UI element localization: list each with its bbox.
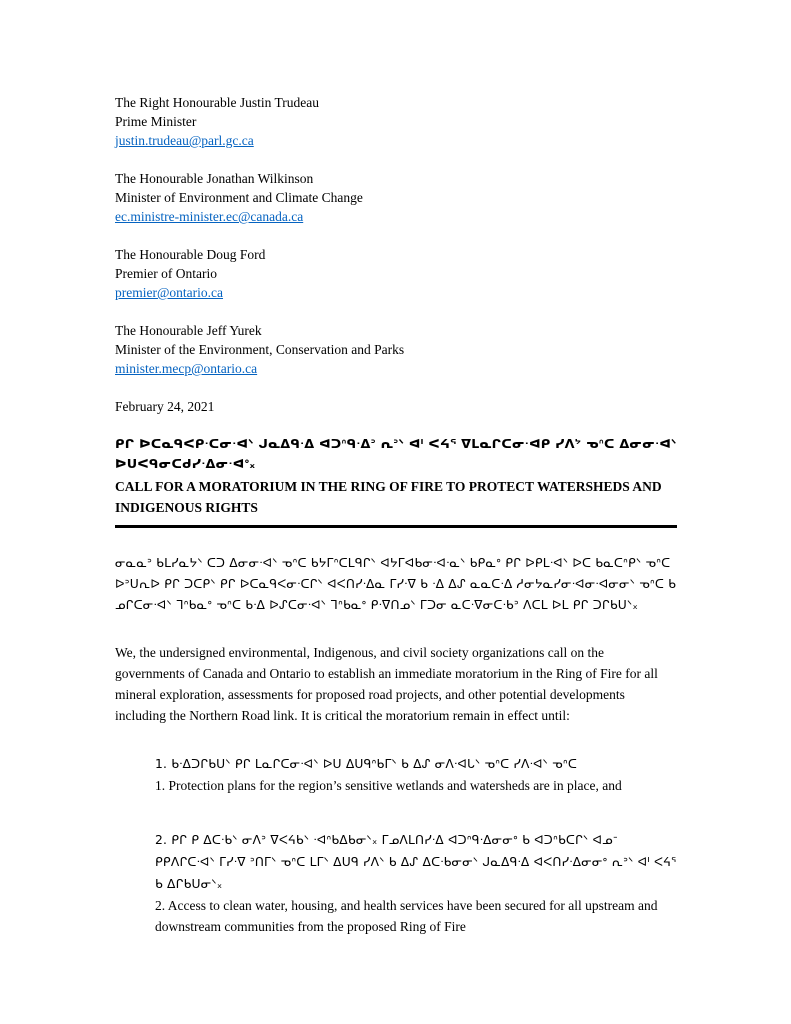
recipient-name: The Honourable Doug Ford <box>115 247 266 262</box>
letter-heading <box>115 435 677 528</box>
recipient-title: Premier of Ontario <box>115 266 217 281</box>
recipient-email-link[interactable]: premier@ontario.ca <box>115 285 224 300</box>
recipient-title: Prime Minister <box>115 114 197 129</box>
list-item-2 <box>155 829 677 937</box>
intro-paragraph-english: We, the undersigned environmental, Indigenous, and civil society organizations call on the governments of Canada and Ontario to establish an immediate moratorium in the Ring of Fire for all mineral exploration, assessments for proposed road projects, and other potential developments including the Northern Road link. It is critical the moratorium remain in effect until: <box>115 645 658 723</box>
list-item-1 <box>155 753 677 796</box>
list-item-2-syllabics: 2. ᑭᒋ ᑭ ᐃᑕᐧᑲᐠ ᓂᐱᐣ ᐁᐸᔦᑲᐠ ᐧᐊᐢᑲᐃᑲᓂᐠ᙮ ᒥᓄᐱᒪᑎᓯᐧᐃ ᐊᑐᐢᑫᐧᐃᓂᓂᐤ ᑲ ᐊᑐᐢᑲᑕᒋᐠ ᐊᓄᐨ ᑭᑭᐱᒋᑕᐧᐊᐠ ᒥᓯᐧᐁ ᐣᑎᒥᐠ ᓀᐢᑕ ᒪᒥᐠ ᐃᑌᑫ ᓯᐱᐠ ᑲ ᐃᔑ ᐃᑕᐧᑲᓂᓂᐠ ᒍᓇᐃᑫᐧᐃ ᐊᐸᑎᓯᐧᐃᓂᓂᐤ ᕆᐣᐠ ᐊᑊ ᐸᔦᕐ ᑲ ᐃᒋᑲᑌᓂᐠ᙮ <box>155 833 677 891</box>
recipient-email-link[interactable]: justin.trudeau@parl.gc.ca <box>115 133 254 148</box>
recipient-title: Minister of Environment and Climate Change <box>115 190 363 205</box>
recipient-block <box>115 169 677 226</box>
recipient-block <box>115 93 677 150</box>
recipient-name: The Right Honourable Justin Trudeau <box>115 95 319 110</box>
heading-syllabics: ᑭᒋ ᐅᑕᓇᑫᐸᑭᐧᑕᓂᐧᐊᐠ ᒍᓇᐃᑫᐧᐃ ᐊᑐᐢᑫᐧᐃᐣ ᕆᐣᐠ ᐊᑊ ᐸᔦᕐ ᐁᒪᓇᒋᑕᓂᐧᐊᑭ ᓯᐱᔾ ᓀᐢᑕ ᐃᓂᓂᐧᐊᐠ ᐅᑌᐸᑫᓂᑕᑯᓯᐧᐃᓂᐧᐊᐤ᙮ <box>115 437 677 472</box>
recipient-name: The Honourable Jeff Yurek <box>115 323 262 338</box>
list-item-2-english: 2. Access to clean water, housing, and health services have been secured for all upstream and downstream communities from the proposed Ring of Fire <box>155 898 658 934</box>
recipient-title: Minister of the Environment, Conservation and Parks <box>115 342 405 357</box>
letter-date: February 24, 2021 <box>115 399 215 414</box>
heading-english: CALL FOR A MORATORIUM IN THE RING OF FIRE TO PROTECT WATERSHEDS AND INDIGENOUS RIGHTS <box>115 479 662 515</box>
recipient-email-link[interactable]: minister.mecp@ontario.ca <box>115 361 258 376</box>
recipient-email-link[interactable]: ec.ministre-minister.ec@canada.ca <box>115 209 304 224</box>
recipient-name: The Honourable Jonathan Wilkinson <box>115 171 314 186</box>
list-item-1-syllabics: 1. ᑲᐧᐃᑐᒋᑲᑌᐠ ᑭᒋ ᒪᓇᒋᑕᓂᐧᐊᐠ ᐅᑌ ᐃᑌᑫᐢᑲᒥᐠ ᑲ ᐃᔑ ᓂᐱᐧᐊᒐᐠ ᓀᐢᑕ ᓯᐱᐧᐊᐠ ᓀᐢᑕ <box>155 757 578 771</box>
intro-paragraph-syllabics: ᓂᓇᓇᐣ ᑲᒪᓯᓇᔭᐠ ᑕᑐ ᐃᓂᓂᐧᐊᐠ ᓀᐢᑕ ᑲᔭᒥᐢᑕᒪᑫᒋᐠ ᐊᔭᒥᐊᑲᓂᐧᐊᐧᓇᐠ ᑲᑭᓇᐤ ᑭᒋ ᐅᑭᒪᐧᐊᐠ ᐅᑕ ᑲᓇᑕᐢᑭᐠ ᓀᐢᑕ ᐅᐣᑌᕆᐅ ᑭᒋ ᑐᑕᑭᐠ ᑭᒋ ᐅᑕᓇᑫᐸᓂᐧᑕᒋᐠ ᐊᐸᑎᓯᐧᐃᓇ ᒥᓯᐧᐁ ᑲ ᐧᐃ ᐃᔑ ᓇᓇᑕᐧᐃ ᓱᓂᔭᓇᓯᓂᐧᐊᓂᐧᐊᓂᓂᐠ ᓀᐢᑕ ᑲ ᓄᒋᑕᓂᐧᐊᐠ ᒣᐢᑲᓇᐤ ᓀᐢᑕ ᑲᐧᐃ ᐅᔑᑕᓂᐧᐊᐠ ᒣᐢᑲᓇᐤ ᑭᐧᐁᑎᓄᐠ ᒥᑐᓂ ᓇᑕᐧᐁᓂᑕᐧᑲᐣ ᐱᑕᒪ ᐅᒪ ᑭᒋ ᑐᒋᑲᑌᐠ᙮ <box>115 556 677 612</box>
letter-content <box>115 93 677 937</box>
recipient-block <box>115 321 677 378</box>
recipient-block <box>115 245 677 302</box>
list-item-1-english: 1. Protection plans for the region’s sensitive wetlands and watersheds are in place, and <box>155 778 622 793</box>
